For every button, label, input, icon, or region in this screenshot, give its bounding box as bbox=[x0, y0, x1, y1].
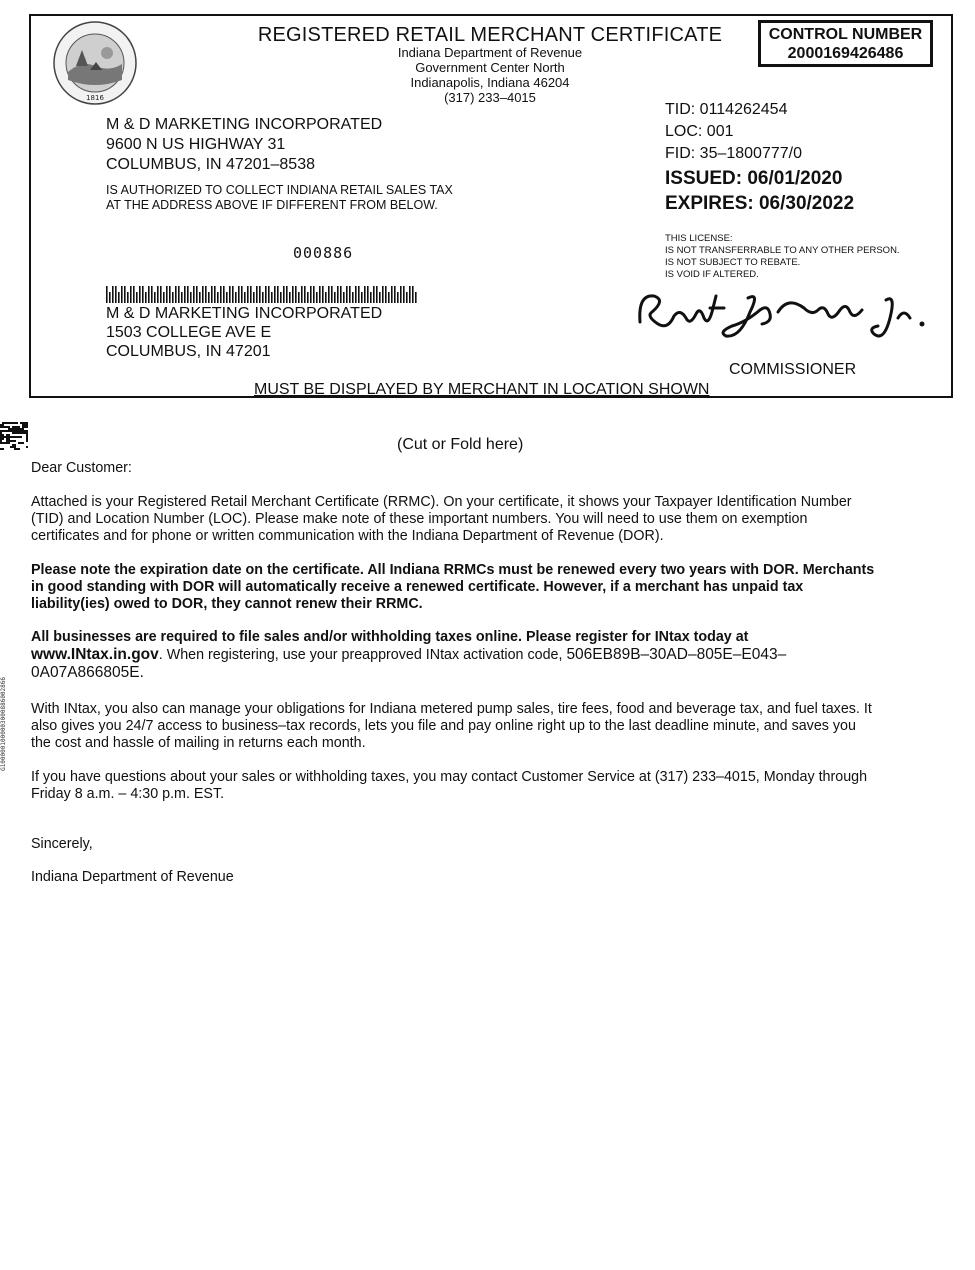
barcode-bar bbox=[220, 286, 222, 303]
qr-module bbox=[24, 424, 26, 426]
agency-name: Indiana Department of Revenue bbox=[397, 45, 583, 60]
letter-closing: Sincerely, bbox=[31, 836, 93, 852]
qr-module bbox=[14, 432, 16, 434]
barcode-bar bbox=[175, 286, 177, 303]
barcode-bar bbox=[334, 292, 336, 303]
qr-module bbox=[8, 422, 10, 424]
letter-paragraph-5: If you have questions about your sales or withholding taxes, you may contact Customer Service at (317) 233–4015, Monday through Friday 8 a.m. – 4:30 p.m. EST. bbox=[31, 769, 868, 802]
qr-module bbox=[18, 430, 20, 432]
indiana-state-seal bbox=[52, 20, 138, 106]
qr-module bbox=[24, 432, 26, 434]
qr-module bbox=[14, 444, 16, 446]
qr-module bbox=[4, 436, 6, 438]
tid-value: TID: 0114262454 bbox=[665, 101, 788, 118]
qr-module bbox=[26, 446, 28, 448]
qr-module bbox=[4, 430, 6, 432]
qr-module bbox=[26, 426, 28, 428]
barcode-bar bbox=[163, 292, 165, 303]
barcode-bar bbox=[154, 292, 156, 303]
barcode-bar bbox=[190, 292, 192, 303]
qr-module bbox=[26, 432, 28, 434]
barcode-bar bbox=[364, 286, 366, 303]
qr-module bbox=[2, 434, 4, 436]
qr-module bbox=[18, 428, 20, 430]
qr-module bbox=[14, 430, 16, 432]
cut-fold-line: (Cut or Fold here) bbox=[397, 436, 524, 453]
qr-module bbox=[26, 436, 28, 438]
license-not-transferrable: IS NOT TRANSFERRABLE TO ANY OTHER PERSON. bbox=[665, 245, 900, 256]
qr-module bbox=[6, 426, 8, 428]
qr-module bbox=[20, 436, 22, 438]
barcode-bar bbox=[184, 286, 186, 303]
barcode-bar bbox=[109, 292, 111, 303]
barcode-bar bbox=[394, 286, 396, 303]
expires-date: EXPIRES: 06/30/2022 bbox=[665, 193, 855, 214]
license-no-rebate: IS NOT SUBJECT TO REBATE. bbox=[665, 257, 801, 268]
qr-module bbox=[10, 428, 12, 430]
qr-module bbox=[2, 424, 4, 426]
barcode-bar bbox=[148, 286, 150, 303]
barcode-bar bbox=[331, 286, 333, 303]
qr-module bbox=[10, 430, 12, 432]
barcode-bar bbox=[127, 292, 129, 303]
barcode-bar bbox=[115, 286, 117, 303]
barcode-bar bbox=[370, 292, 372, 303]
qr-module bbox=[22, 442, 24, 444]
qr-module bbox=[16, 436, 18, 438]
barcode-bar bbox=[256, 286, 258, 303]
qr-module bbox=[6, 434, 8, 436]
letter-greeting: Dear Customer: bbox=[31, 460, 132, 476]
barcode-bar bbox=[193, 286, 195, 303]
qr-module bbox=[18, 442, 20, 444]
qr-module bbox=[8, 442, 10, 444]
qr-module bbox=[8, 438, 10, 440]
qr-module bbox=[20, 428, 22, 430]
barcode-bar bbox=[187, 286, 189, 303]
qr-module bbox=[0, 426, 2, 428]
qr-module bbox=[0, 438, 2, 440]
qr-module bbox=[14, 426, 16, 428]
authorization-line-1: IS AUTHORIZED TO COLLECT INDIANA RETAIL SALES TAX bbox=[106, 183, 453, 197]
barcode-bar bbox=[172, 292, 174, 303]
sequence-number: 000886 bbox=[293, 244, 354, 262]
control-number: 2000169426486 bbox=[787, 45, 904, 62]
barcode-bar bbox=[235, 292, 237, 303]
barcode-bar bbox=[412, 286, 414, 303]
qr-module bbox=[8, 428, 10, 430]
barcode-bar bbox=[397, 292, 399, 303]
barcode-bar bbox=[244, 292, 246, 303]
qr-module bbox=[0, 434, 2, 436]
letter-paragraph-1: Attached is your Registered Retail Merchant Certificate (RRMC). On your certificate, it shows your Taxpayer Identification Number (TID) and Location Number (LOC). Please make note of these important numbers. You will need to use them on exemption certificates and for phone or written communication with the Indiana Department of Revenue (DOR). bbox=[31, 494, 852, 544]
barcode-bar bbox=[325, 292, 327, 303]
qr-module bbox=[2, 438, 4, 440]
barcode-bar bbox=[160, 286, 162, 303]
loc-value: LOC: 001 bbox=[665, 123, 734, 140]
qr-module bbox=[4, 422, 6, 424]
qr-module bbox=[2, 430, 4, 432]
qr-module bbox=[4, 426, 6, 428]
barcode-bar bbox=[157, 286, 159, 303]
barcode-bar bbox=[268, 286, 270, 303]
barcode-bar bbox=[112, 286, 114, 303]
barcode-bar bbox=[295, 286, 297, 303]
merchant-city: COLUMBUS, IN 47201–8538 bbox=[106, 156, 315, 173]
qr-module bbox=[2, 436, 4, 438]
barcode-bar bbox=[166, 286, 168, 303]
barcode-bar bbox=[301, 286, 303, 303]
qr-module bbox=[0, 436, 2, 438]
barcode-bar bbox=[283, 286, 285, 303]
qr-module bbox=[0, 448, 2, 450]
qr-module bbox=[18, 426, 20, 428]
qr-code-icon bbox=[0, 422, 28, 450]
barcode-bar bbox=[400, 286, 402, 303]
barcode-bar bbox=[361, 292, 363, 303]
qr-module bbox=[20, 442, 22, 444]
qr-module bbox=[12, 436, 14, 438]
barcode-bar bbox=[232, 286, 234, 303]
qr-module bbox=[12, 444, 14, 446]
barcode-bar bbox=[373, 286, 375, 303]
barcode-bar bbox=[181, 292, 183, 303]
qr-module bbox=[26, 422, 28, 424]
barcode-bar bbox=[349, 286, 351, 303]
barcode-bar bbox=[211, 286, 213, 303]
barcode-bar bbox=[178, 286, 180, 303]
qr-module bbox=[22, 432, 24, 434]
qr-module bbox=[0, 424, 2, 426]
qr-module bbox=[20, 432, 22, 434]
barcode-bar bbox=[337, 286, 339, 303]
barcode-bar bbox=[406, 292, 408, 303]
qr-module bbox=[22, 422, 24, 424]
barcode-bar bbox=[388, 292, 390, 303]
barcode-bar bbox=[121, 286, 123, 303]
barcode-bar bbox=[271, 292, 273, 303]
barcode-bar bbox=[151, 286, 153, 303]
location-street: 1503 COLLEGE AVE E bbox=[106, 324, 272, 341]
qr-module bbox=[16, 426, 18, 428]
qr-module bbox=[2, 448, 4, 450]
qr-module bbox=[10, 436, 12, 438]
barcode-bar bbox=[169, 286, 171, 303]
barcode-bar bbox=[217, 292, 219, 303]
qr-module bbox=[18, 432, 20, 434]
control-number-box bbox=[758, 20, 933, 67]
license-void-if-altered: IS VOID IF ALTERED. bbox=[665, 269, 759, 280]
barcode-bar bbox=[382, 286, 384, 303]
license-heading: THIS LICENSE: bbox=[665, 233, 733, 244]
barcode-bar bbox=[322, 286, 324, 303]
qr-module bbox=[26, 430, 28, 432]
barcode-bar bbox=[247, 286, 249, 303]
qr-module bbox=[2, 426, 4, 428]
qr-module bbox=[14, 446, 16, 448]
agency-phone: (317) 233–4015 bbox=[444, 90, 536, 105]
issued-date: ISSUED: 06/01/2020 bbox=[665, 168, 843, 189]
qr-module bbox=[10, 422, 12, 424]
qr-module bbox=[20, 422, 22, 424]
barcode-bar bbox=[346, 286, 348, 303]
barcode-bar bbox=[142, 286, 144, 303]
barcode-bar bbox=[304, 286, 306, 303]
qr-module bbox=[22, 430, 24, 432]
qr-module bbox=[14, 448, 16, 450]
postal-barcode bbox=[106, 286, 418, 303]
barcode-bar bbox=[352, 292, 354, 303]
barcode-bar bbox=[241, 286, 243, 303]
control-number-label: CONTROL NUMBER bbox=[768, 26, 923, 43]
barcode-bar bbox=[376, 286, 378, 303]
barcode-bar bbox=[118, 292, 120, 303]
qr-module bbox=[24, 426, 26, 428]
qr-module bbox=[0, 442, 2, 444]
qr-module bbox=[8, 426, 10, 428]
barcode-bar bbox=[385, 286, 387, 303]
qr-module bbox=[14, 436, 16, 438]
barcode-bar bbox=[355, 286, 357, 303]
barcode-bar bbox=[409, 286, 411, 303]
qr-module bbox=[14, 440, 16, 442]
barcode-bar bbox=[214, 286, 216, 303]
activation-code: 506EB89B–30AD–805E–E043–0A07A866805E. bbox=[31, 646, 787, 681]
qr-module bbox=[16, 432, 18, 434]
qr-module bbox=[26, 440, 28, 442]
qr-module bbox=[26, 434, 28, 436]
barcode-bar bbox=[316, 292, 318, 303]
barcode-bar bbox=[139, 286, 141, 303]
barcode-bar bbox=[106, 286, 108, 303]
barcode-bar bbox=[289, 292, 291, 303]
qr-module bbox=[24, 430, 26, 432]
authorization-line-2: AT THE ADDRESS ABOVE IF DIFFERENT FROM BELOW. bbox=[106, 198, 438, 212]
barcode-bar bbox=[226, 292, 228, 303]
barcode-bar bbox=[415, 292, 417, 303]
qr-module bbox=[12, 446, 14, 448]
barcode-bar bbox=[259, 286, 261, 303]
qr-module bbox=[8, 430, 10, 432]
qr-module bbox=[22, 428, 24, 430]
qr-module bbox=[26, 438, 28, 440]
barcode-bar bbox=[340, 286, 342, 303]
qr-module bbox=[14, 428, 16, 430]
letter-signoff: Indiana Department of Revenue bbox=[31, 869, 234, 885]
qr-module bbox=[24, 422, 26, 424]
qr-module bbox=[8, 440, 10, 442]
barcode-bar bbox=[133, 286, 135, 303]
location-city: COLUMBUS, IN 47201 bbox=[106, 343, 271, 360]
barcode-bar bbox=[310, 286, 312, 303]
registration-requirement: All businesses are required to file sales and/or withholding taxes online. Please register for INtax today at bbox=[31, 629, 749, 645]
qr-module bbox=[12, 440, 14, 442]
barcode-bar bbox=[145, 292, 147, 303]
agency-city: Indianapolis, Indiana 46204 bbox=[410, 75, 570, 90]
qr-module bbox=[22, 424, 24, 426]
intax-url: www.INtax.in.gov bbox=[31, 646, 159, 663]
barcode-bar bbox=[343, 292, 345, 303]
barcode-bar bbox=[196, 286, 198, 303]
barcode-bar bbox=[403, 286, 405, 303]
qr-module bbox=[6, 440, 8, 442]
barcode-bar bbox=[292, 286, 294, 303]
commissioner-signature bbox=[628, 282, 928, 354]
qr-module bbox=[14, 422, 16, 424]
barcode-bar bbox=[265, 286, 267, 303]
agency-building: Government Center North bbox=[415, 60, 565, 75]
barcode-bar bbox=[286, 286, 288, 303]
qr-module bbox=[0, 432, 2, 434]
barcode-bar bbox=[277, 286, 279, 303]
qr-module bbox=[2, 442, 4, 444]
qr-module bbox=[6, 422, 8, 424]
letter-paragraph-3 bbox=[31, 629, 876, 682]
qr-module bbox=[16, 448, 18, 450]
barcode-bar bbox=[367, 286, 369, 303]
qr-module bbox=[6, 430, 8, 432]
letter-paragraph-4: With INtax, you also can manage your obligations for Indiana metered pump sales, tire fees, food and beverage tax, and fuel taxes. It also gives you 24/7 access to business–tax records, lets you file and pay online right up to the last deadline minute, and saves you the cost and hassle of mailing in returns each month. bbox=[31, 701, 872, 751]
qr-module bbox=[8, 434, 10, 436]
fid-value: FID: 35–1800777/0 bbox=[665, 145, 802, 162]
qr-module bbox=[16, 430, 18, 432]
barcode-bar bbox=[223, 286, 225, 303]
qr-module bbox=[6, 436, 8, 438]
barcode-bar bbox=[358, 286, 360, 303]
barcode-bar bbox=[124, 286, 126, 303]
qr-module bbox=[0, 440, 2, 442]
side-tracking-code: G1000001000003000886002866 bbox=[0, 677, 7, 771]
barcode-bar bbox=[328, 286, 330, 303]
qr-module bbox=[8, 436, 10, 438]
qr-module bbox=[6, 438, 8, 440]
qr-module bbox=[12, 428, 14, 430]
barcode-bar bbox=[250, 286, 252, 303]
barcode-bar bbox=[202, 286, 204, 303]
barcode-bar bbox=[262, 292, 264, 303]
commissioner-title: COMMISSIONER bbox=[729, 361, 857, 378]
qr-module bbox=[12, 430, 14, 432]
barcode-bar bbox=[379, 292, 381, 303]
qr-module bbox=[16, 428, 18, 430]
display-notice: MUST BE DISPLAYED BY MERCHANT IN LOCATION SHOWN bbox=[254, 381, 710, 398]
location-name: M & D MARKETING INCORPORATED bbox=[106, 305, 383, 322]
qr-module bbox=[4, 442, 6, 444]
barcode-bar bbox=[208, 292, 210, 303]
qr-module bbox=[2, 422, 4, 424]
qr-module bbox=[12, 422, 14, 424]
barcode-bar bbox=[280, 292, 282, 303]
qr-module bbox=[18, 436, 20, 438]
svg-text:1816: 1816 bbox=[86, 94, 104, 102]
barcode-bar bbox=[298, 292, 300, 303]
barcode-bar bbox=[319, 286, 321, 303]
qr-module bbox=[18, 448, 20, 450]
barcode-bar bbox=[199, 292, 201, 303]
barcode-bar bbox=[238, 286, 240, 303]
qr-module bbox=[16, 422, 18, 424]
activation-code-intro: . When registering, use your preapproved INtax activation code, bbox=[158, 647, 567, 663]
letter-paragraph-2: Please note the expiration date on the certificate. All Indiana RRMCs must be renewed every two years with DOR. Merchants in good standing with DOR will automatically receive a renewed certificate. However, if a merchant has unpaid tax liability(ies) owed to DOR, they cannot renew their RRMC. bbox=[31, 562, 875, 612]
barcode-bar bbox=[205, 286, 207, 303]
qr-module bbox=[10, 446, 12, 448]
qr-module bbox=[6, 442, 8, 444]
qr-module bbox=[22, 426, 24, 428]
qr-module bbox=[0, 430, 2, 432]
merchant-name: M & D MARKETING INCORPORATED bbox=[106, 116, 383, 133]
qr-module bbox=[10, 440, 12, 442]
barcode-bar bbox=[130, 286, 132, 303]
barcode-bar bbox=[136, 292, 138, 303]
certificate-title: REGISTERED RETAIL MERCHANT CERTIFICATE bbox=[257, 24, 723, 46]
barcode-bar bbox=[274, 286, 276, 303]
barcode-bar bbox=[307, 292, 309, 303]
barcode-bar bbox=[391, 286, 393, 303]
qr-module bbox=[12, 426, 14, 428]
barcode-bar bbox=[253, 292, 255, 303]
barcode-bar bbox=[313, 286, 315, 303]
qr-module bbox=[26, 424, 28, 426]
barcode-bar bbox=[229, 286, 231, 303]
qr-module bbox=[12, 432, 14, 434]
qr-module bbox=[20, 430, 22, 432]
merchant-street: 9600 N US HIGHWAY 31 bbox=[106, 136, 286, 153]
